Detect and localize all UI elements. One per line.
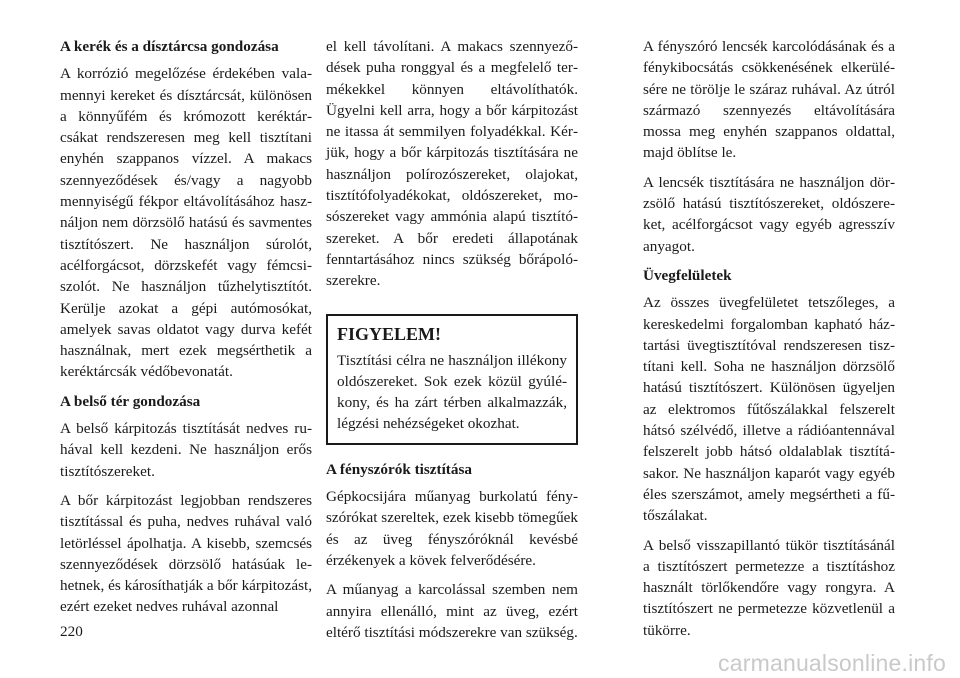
paragraph-interior-start: A belső kárpitozás tisztítását nedves ruhával kell kezdeni. Ne használjon erős tisztítószereket. [60,420,312,480]
watermark-text: carmanualsonline.info [718,650,946,676]
paragraph-lens-cleaners: A lencsék tisztítására ne használjon dörzsölő hatású tisztítószereket, oldószereket, acélforgácsot vagy egyéb agresszív anyagot. [643,173,895,255]
column-right [643,36,895,649]
warning-text: Tisztítási célra ne használjon illékony oldószereket. Sok ezek közül gyúlékony, és ha zárt térben alkalmazzák, légzési nehézségeket okozhat. [337,351,567,433]
page-number: 220 [60,623,83,640]
section-heading-headlamp-cleaning: A fényszórók tisztítása [326,460,472,478]
section-heading-glass-surfaces: Üvegfelületek [643,266,732,284]
paragraph-wheel-cleaning: A korrózió megelőzése érdekében valamennyi kereket és dísztárcsát, különösen a könnyűfém és krómozott keréktárcsákat rendszeresen meg kell tisztítani enyhén szappanos vízzel. A makacs szennyeződések és/vagy a nagyobb mennyiségű fékpor eltávolításához használjon nem dörzsölő hatású és savmentes tisztítószert. Ne használjon súrolót, acélforgácsot, dörzskefét vagy fémcsiszolót. Ne használjon tűzhelytisztítót. Kerülje azokat a gépi autómosókat, amelyek savas oldatot vagy durva kefét használnak, mert ezek megsérthetik a keréktárcsák védőbevonatát. [60,65,312,381]
paragraph-plastic-headlamps: Gépkocsijára műanyag burkolatú fényszórókat szereltek, ezek kisebb tömegűek és az üveg fényszóróknál kevésbé érzékenyek a kövek felverődésére. [326,488,578,569]
warning-box [326,314,578,445]
paragraph-glass-cleaning: Az összes üvegfelületet tetszőleges, a kereskedelmi forgalomban kapható háztartási üvegtisztítóval rendszeresen tisztítani kell. Soha ne használjon dörzsölő hatású tisztítószert. Különösen ügyeljen az elektromos fűtőszálakkal felszerelt hátsó szélvédő, illetve a rádióantennával felszerelt jobb hátsó oldalablak tisztításakor. Ne használjon kaparót vagy egyéb éles szerszámot, amely megsértheti a fűtőszálakat. [643,294,895,525]
section-heading-interior-care: A belső tér gondozása [60,392,201,410]
section-heading-wheel-care: A kerék és a dísztárcsa gondozása [60,38,279,55]
column-middle [326,36,578,651]
paragraph-leather-care: A bőr kárpitozást legjobban rendszeres tisztítással és puha, nedves ruhával való letörléssel ápolhatja. A kisebb, szemcsés szennyeződések dörzsölő hatásúak lehetnek, és károsíthatják a bőr kárpitozást, ezért ezeket nedves ruhával azonnal [60,491,312,616]
paragraph-scratch-resistance: A műanyag a karcolással szemben nem annyira ellenálló, mint az üveg, ezért eltérő tisztítási módszerekre van szükség. [326,581,578,641]
column-left [60,36,312,626]
paragraph-leather-continued: el kell távolítani. A makacs szennyeződések puha ronggyal és a megfelelő termékekkel könnyen eltávolíthatók. Ügyelni kell arra, hogy a bőr kárpitozást ne itassa át semmilyen folyadékkal. Kérjük, hogy a bőr kárpitozás tisztítására ne használjon polírozószereket, olajokat, tisztítófolyadékokat, oldószereket, mosószereket vagy ammónia alapú tisztítószereket. A bőr eredeti állapotának fenntartásához nincs szükség bőrápolószerekre. [326,38,578,290]
paragraph-lens-wiping: A fényszóró lencsék karcolódásának és a fénykibocsátás csökkenésének elkerülésére ne törölje le száraz ruhával. Az útról származó szennyezés eltávolítására mossa meg enyhén szappanos oldattal, majd öblítse le. [643,38,895,162]
warning-title: FIGYELEM! [337,323,442,344]
paragraph-mirror-cleaning: A belső visszapillantó tükör tisztításánál a tisztítószert permetezze a tisztításhoz használt törlőkendőre vagy rongyra. A tisztítószert ne permetezze közvetlenül a tükörre. [643,536,895,639]
